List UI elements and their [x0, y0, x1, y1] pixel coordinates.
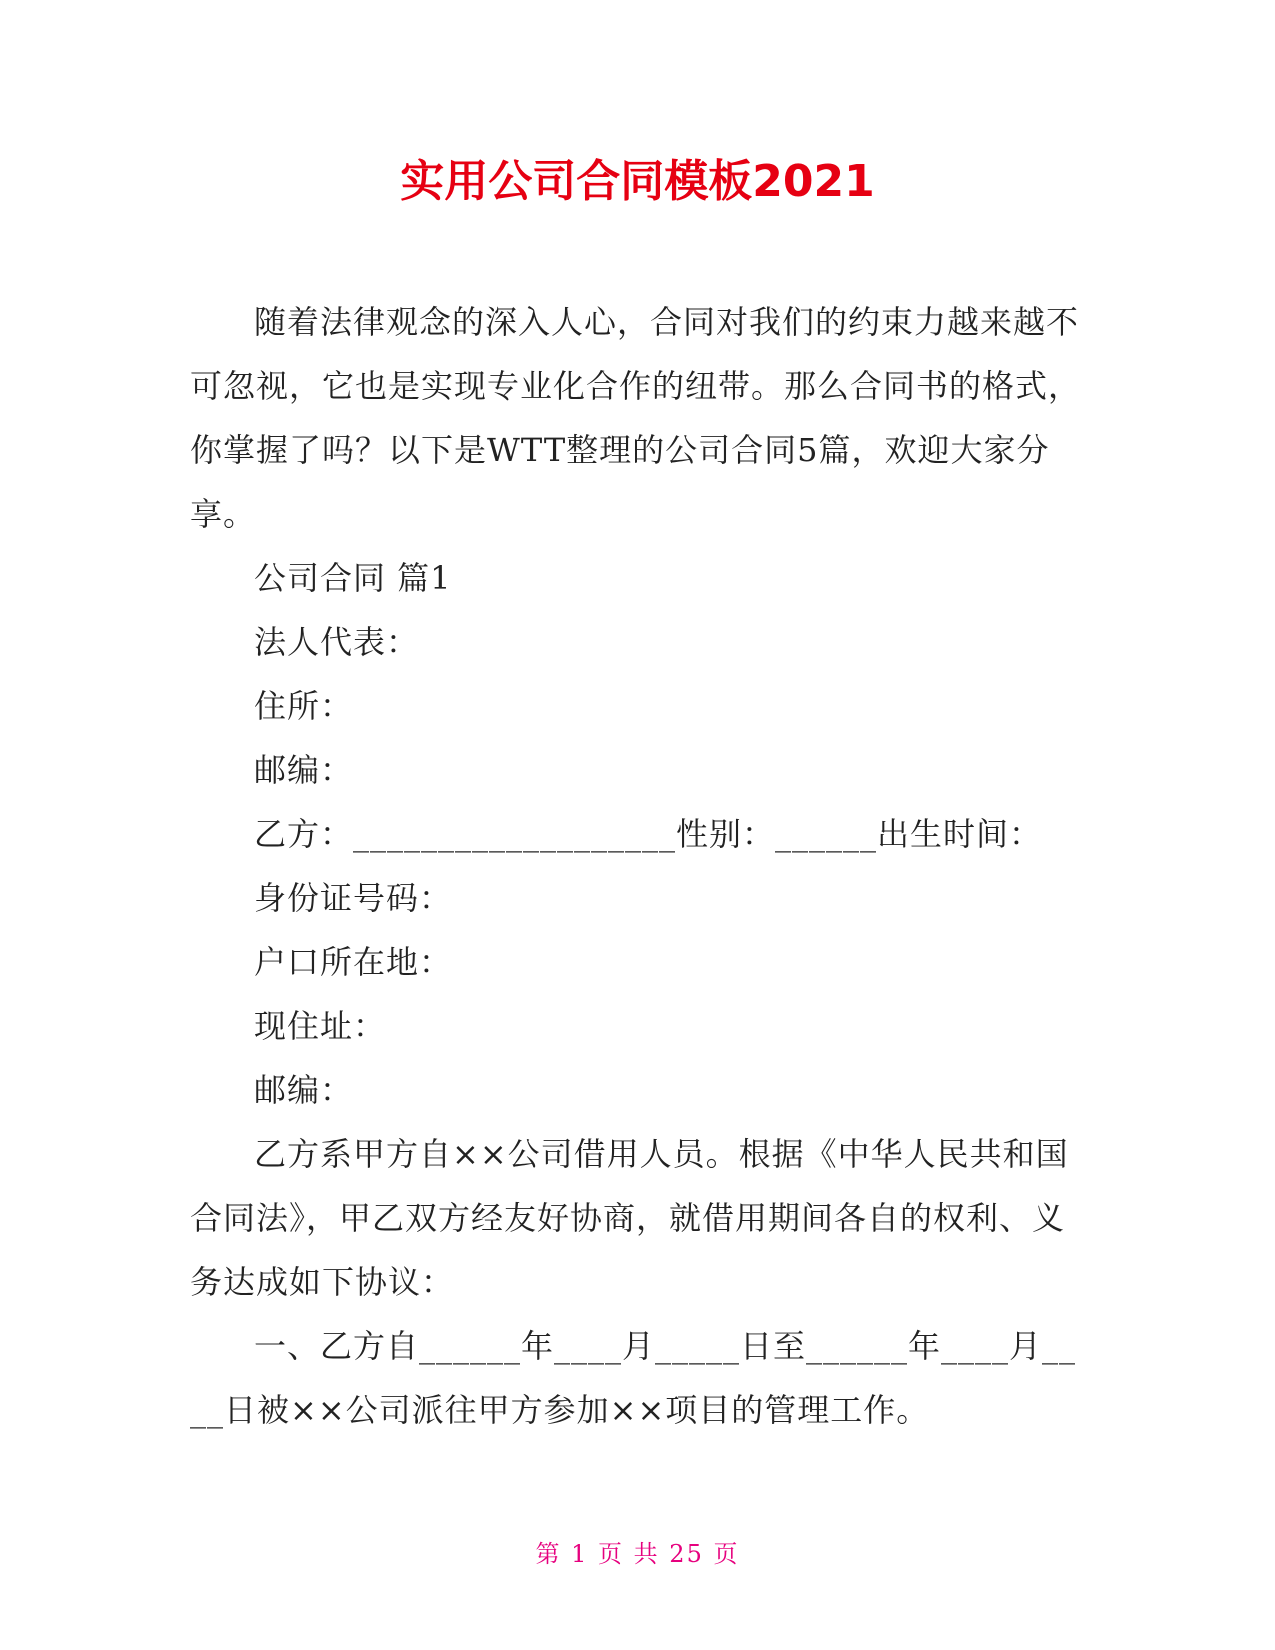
field-postcode: 邮编： [254, 751, 354, 789]
document-title: 实用公司合同模板2021 [400, 156, 875, 207]
field-current-address: 现住址： [254, 1007, 387, 1045]
field-address: 住所： [254, 687, 354, 725]
clause-1: 一、乙方自______年____月_____日至______年____月____日被××公司派往甲方参加××项目的管理工作。 [190, 1327, 1077, 1429]
field-id-number: 身份证号码： [254, 879, 453, 917]
intro-paragraph: 随着法律观念的深入人心，合同对我们的约束力越来越不可忽视，它也是实现专业化合作的纽带。那么合同书的格式，你掌握了吗？以下是WTT整理的公司合同5篇，欢迎大家分享。 [190, 303, 1082, 533]
field-party-b: 乙方：___________________性别：______出生时间： [254, 815, 1043, 853]
section-heading: 公司合同 篇1 [254, 559, 452, 597]
page-number: 第 1 页 共 25 页 [535, 1540, 740, 1568]
document-body [190, 290, 1090, 1442]
field-legal-representative: 法人代表： [254, 623, 420, 661]
field-household-registration: 户口所在地： [254, 943, 453, 981]
agreement-preamble: 乙方系甲方自××公司借用人员。根据《中华人民共和国合同法》，甲乙双方经友好协商，就借用期间各自的权利、义务达成如下协议： [190, 1135, 1069, 1301]
field-postcode-2: 邮编： [254, 1071, 354, 1109]
